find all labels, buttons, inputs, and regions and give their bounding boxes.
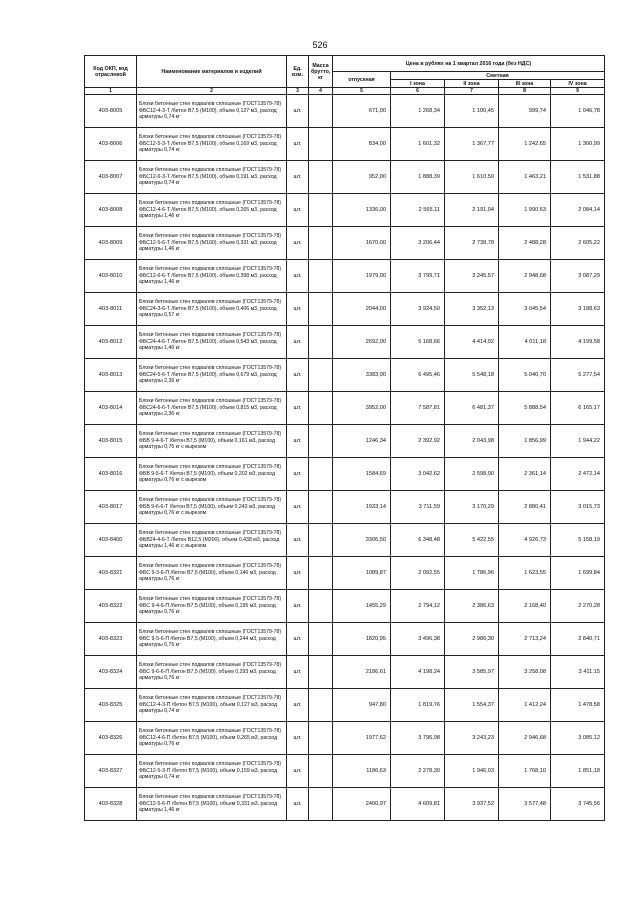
row-unit: шт. — [287, 194, 309, 227]
table-row — [85, 95, 605, 128]
row-code: 403-8012 — [85, 326, 137, 359]
row-release-price: 1584,69 — [333, 458, 391, 491]
row-release-price: 947,80 — [333, 689, 391, 722]
row-mass — [309, 524, 333, 557]
row-name: Блоки бетонные стен подвалов сплошные (ГОСТ13579-78) ФБС24-5-6-Т /бетон В7,5 (М100), объем 0,679 м3, расход арматуры 2,36 кг — [137, 359, 287, 392]
row-zone4-price: 6 165,17 — [551, 392, 605, 425]
row-code: 403-8326 — [85, 722, 137, 755]
row-code: 403-8013 — [85, 359, 137, 392]
row-unit: шт. — [287, 788, 309, 821]
header-unit: Ед. изм. — [287, 56, 309, 88]
table-row — [85, 491, 605, 524]
page-number: 526 — [312, 40, 328, 50]
table-row — [85, 359, 605, 392]
row-mass — [309, 590, 333, 623]
row-zone1-price: 3 799,71 — [391, 260, 445, 293]
row-mass — [309, 425, 333, 458]
row-zone4-price: 3 411,15 — [551, 656, 605, 689]
row-code: 403-8017 — [85, 491, 137, 524]
row-zone2-price: 1 786,96 — [445, 557, 499, 590]
row-zone2-price: 3 585,97 — [445, 656, 499, 689]
row-unit: шт. — [287, 359, 309, 392]
row-zone3-price: 2 948,68 — [499, 260, 551, 293]
row-unit: шт. — [287, 227, 309, 260]
row-code: 403-8400 — [85, 524, 137, 557]
table-row — [85, 260, 605, 293]
column-number: 7 — [445, 88, 499, 95]
row-unit: шт. — [287, 656, 309, 689]
table-row — [85, 788, 605, 821]
table-row — [85, 458, 605, 491]
row-mass — [309, 260, 333, 293]
row-zone2-price: 3 243,23 — [445, 722, 499, 755]
header-zone4: IV зона — [551, 80, 605, 88]
row-zone3-price: 999,74 — [499, 95, 551, 128]
row-zone1-price: 2 392,92 — [391, 425, 445, 458]
row-name: Блоки бетонные стен подвалов сплошные (ГОСТ13579-78) ФБС12-4-3-Т /бетон В7,5 (М100), объем 0,127 м3, расход арматуры 0,74 кг — [137, 95, 287, 128]
row-zone4-price: 1 699,84 — [551, 557, 605, 590]
row-zone3-price: 5 040,70 — [499, 359, 551, 392]
row-name: Блоки бетонные стен подвалов сплошные (ГОСТ13579-78) ФБС 9-4-6-П /бетон В7,5 (М100), объем 0,195 м3, расход арматуры 0,76 кг — [137, 590, 287, 623]
row-zone4-price: 4 199,58 — [551, 326, 605, 359]
row-name: Блоки бетонные стен подвалов сплошные (ГОСТ13579-78) ФБС12-5-3-П /бетон В7,5 (М100), объем 0,159 м3, расход арматуры 0,74 кг — [137, 755, 287, 788]
row-release-price: 1977,62 — [333, 722, 391, 755]
row-mass — [309, 755, 333, 788]
row-zone4-price: 2 084,14 — [551, 194, 605, 227]
row-zone3-price: 3 045,54 — [499, 293, 551, 326]
row-mass — [309, 557, 333, 590]
row-unit: шт. — [287, 260, 309, 293]
row-release-price: 952,00 — [333, 161, 391, 194]
table-body — [85, 95, 605, 821]
row-mass — [309, 656, 333, 689]
row-zone1-price: 3 206,44 — [391, 227, 445, 260]
row-release-price: 2692,00 — [333, 326, 391, 359]
row-zone3-price: 1 623,55 — [499, 557, 551, 590]
table-row — [85, 524, 605, 557]
row-release-price: 2400,97 — [333, 788, 391, 821]
row-zone3-price: 2 713,24 — [499, 623, 551, 656]
column-number: 6 — [391, 88, 445, 95]
row-name: Блоки бетонные стен подвалов сплошные (ГОСТ13579-78) ФБС12-5-6-П /бетон В7,5 (М100), объем 0,331 м3, расход арматуры 1,46 кг — [137, 788, 287, 821]
row-release-price: 1670,00 — [333, 227, 391, 260]
row-zone1-price: 4 609,81 — [391, 788, 445, 821]
row-release-price: 1336,00 — [333, 194, 391, 227]
row-code: 403-8321 — [85, 557, 137, 590]
row-zone4-price: 5 158,19 — [551, 524, 605, 557]
row-zone2-price: 5 548,18 — [445, 359, 499, 392]
row-name: Блоки бетонные стен подвалов сплошные (ГОСТ13579-78) ФБС12-6-3-Т /бетон В7,5 (М100), объем 0,191 м3, расход арматуры 0,74 кг — [137, 161, 287, 194]
row-release-price: 671,00 — [333, 95, 391, 128]
row-mass — [309, 293, 333, 326]
table-row — [85, 590, 605, 623]
column-number: 3 — [287, 88, 309, 95]
row-zone3-price: 1 463,21 — [499, 161, 551, 194]
table-row — [85, 326, 605, 359]
row-unit: шт. — [287, 326, 309, 359]
row-zone3-price: 2 488,28 — [499, 227, 551, 260]
row-zone1-price: 2 092,55 — [391, 557, 445, 590]
row-code: 403-8322 — [85, 590, 137, 623]
row-release-price: 2044,00 — [333, 293, 391, 326]
row-zone3-price: 2 946,68 — [499, 722, 551, 755]
row-code: 403-8009 — [85, 227, 137, 260]
row-zone4-price: 3 087,29 — [551, 260, 605, 293]
row-mass — [309, 95, 333, 128]
row-name: Блоки бетонные стен подвалов сплошные (ГОСТ13579-78) ФБС12-5-6-Т /бетон В7,5 (М100), объем 0,331 м3, расход арматуры 1,46 кг — [137, 227, 287, 260]
row-zone4-price: 3 085,12 — [551, 722, 605, 755]
row-zone2-price: 2 986,30 — [445, 623, 499, 656]
row-zone2-price: 2 598,90 — [445, 458, 499, 491]
row-code: 403-8325 — [85, 689, 137, 722]
row-mass — [309, 689, 333, 722]
column-number: 9 — [551, 88, 605, 95]
row-zone1-price: 5 168,66 — [391, 326, 445, 359]
column-number: 5 — [333, 88, 391, 95]
table-row — [85, 161, 605, 194]
row-code: 403-8006 — [85, 128, 137, 161]
table-row — [85, 392, 605, 425]
row-code: 403-8007 — [85, 161, 137, 194]
row-mass — [309, 392, 333, 425]
table-row — [85, 722, 605, 755]
row-zone3-price: 3 577,48 — [499, 788, 551, 821]
row-zone1-price: 3 496,38 — [391, 623, 445, 656]
column-number: 8 — [499, 88, 551, 95]
row-zone4-price: 2 472,14 — [551, 458, 605, 491]
column-number: 1 — [85, 88, 137, 95]
price-table — [84, 55, 605, 821]
row-code: 403-8328 — [85, 788, 137, 821]
row-zone4-price: 3 188,63 — [551, 293, 605, 326]
row-mass — [309, 227, 333, 260]
row-zone1-price: 3 796,98 — [391, 722, 445, 755]
row-name: Блоки бетонные стен подвалов сплошные (ГОСТ13579-78) ФБС 9-5-6-П /бетон В7,5 (М100), объем 0,244 м3, расход арматуры 0,76 кг — [137, 623, 287, 656]
row-zone2-price: 1 946,03 — [445, 755, 499, 788]
row-zone3-price: 2 880,41 — [499, 491, 551, 524]
row-unit: шт. — [287, 95, 309, 128]
row-release-price: 1186,63 — [333, 755, 391, 788]
row-code: 403-8011 — [85, 293, 137, 326]
row-mass — [309, 458, 333, 491]
row-name: Блоки бетонные стен подвалов сплошные (ГОСТ13579-78) ФБВ 9-5-6-Т /бетон В7,5 (М100), объем 0,202 м3, расход арматуры 0,76 кг с вырезом — [137, 458, 287, 491]
row-release-price: 1246,34 — [333, 425, 391, 458]
table-row — [85, 128, 605, 161]
row-zone3-price: 5 888,54 — [499, 392, 551, 425]
header-name: Наименование материалов и изделий — [137, 56, 287, 88]
column-number: 4 — [309, 88, 333, 95]
row-zone1-price: 1 819,76 — [391, 689, 445, 722]
table-row — [85, 656, 605, 689]
row-mass — [309, 788, 333, 821]
row-unit: шт. — [287, 722, 309, 755]
row-name: Блоки бетонные стен подвалов сплошные (ГОСТ13579-78) ФБВ24-4-6-Т /бетон В12,5 (М200), объем 0,438 м3, расход арматуры 1,46 кг с вырезом — [137, 524, 287, 557]
header-estimated: Сметная — [391, 72, 605, 80]
row-zone4-price: 5 277,54 — [551, 359, 605, 392]
row-zone2-price: 3 245,57 — [445, 260, 499, 293]
row-release-price: 1820,95 — [333, 623, 391, 656]
header-code: Код ОКП, код отраслевой — [85, 56, 137, 88]
row-zone2-price: 2 738,78 — [445, 227, 499, 260]
row-mass — [309, 326, 333, 359]
row-zone4-price: 1 478,58 — [551, 689, 605, 722]
row-unit: шт. — [287, 293, 309, 326]
row-zone3-price: 2 361,14 — [499, 458, 551, 491]
row-mass — [309, 623, 333, 656]
row-name: Блоки бетонные стен подвалов сплошные (ГОСТ13579-78) ФБС24-6-6-Т /бетон В7,5 (М100), объем 0,815 м3, расход арматуры 2,36 кг — [137, 392, 287, 425]
row-zone1-price: 6 348,48 — [391, 524, 445, 557]
row-code: 403-8010 — [85, 260, 137, 293]
table-row — [85, 557, 605, 590]
row-unit: шт. — [287, 425, 309, 458]
row-mass — [309, 194, 333, 227]
table-row — [85, 293, 605, 326]
row-mass — [309, 491, 333, 524]
row-zone1-price: 3 042,62 — [391, 458, 445, 491]
row-code: 403-8016 — [85, 458, 137, 491]
row-zone1-price: 2 565,11 — [391, 194, 445, 227]
row-unit: шт. — [287, 755, 309, 788]
row-zone3-price: 3 258,08 — [499, 656, 551, 689]
row-name: Блоки бетонные стен подвалов сплошные (ГОСТ13579-78) ФБВ 9-6-6-Т /бетон В7,5 (М100), объем 0,243 м3, расход арматуры 0,76 кг с вырезом — [137, 491, 287, 524]
row-release-price: 1979,00 — [333, 260, 391, 293]
row-zone4-price: 3 015,73 — [551, 491, 605, 524]
row-zone1-price: 7 587,81 — [391, 392, 445, 425]
row-zone2-price: 3 170,29 — [445, 491, 499, 524]
row-release-price: 3952,00 — [333, 392, 391, 425]
row-unit: шт. — [287, 590, 309, 623]
row-zone2-price: 1 367,77 — [445, 128, 499, 161]
row-name: Блоки бетонные стен подвалов сплошные (ГОСТ13579-78) ФБС24-3-6-Т /бетон В7,5 (М100), объем 0,406 м3, расход арматуры 0,57 кг — [137, 293, 287, 326]
row-code: 403-8005 — [85, 95, 137, 128]
row-unit: шт. — [287, 458, 309, 491]
row-code: 403-8324 — [85, 656, 137, 689]
row-name: Блоки бетонные стен подвалов сплошные (ГОСТ13579-78) ФБС24-4-6-Т /бетон В7,5 (М100), объем 0,543 м3, расход арматуры 1,46 кг — [137, 326, 287, 359]
row-name: Блоки бетонные стен подвалов сплошные (ГОСТ13579-78) ФБС 9-6-6-П /бетон В7,5 (М100), объем 0,293 м3, расход арматуры 0,76 кг — [137, 656, 287, 689]
row-code: 403-8008 — [85, 194, 137, 227]
row-code: 403-8323 — [85, 623, 137, 656]
row-zone3-price: 1 990,63 — [499, 194, 551, 227]
row-zone2-price: 2 386,63 — [445, 590, 499, 623]
row-release-price: 3383,00 — [333, 359, 391, 392]
row-unit: шт. — [287, 128, 309, 161]
row-zone2-price: 6 481,37 — [445, 392, 499, 425]
row-zone2-price: 1 100,45 — [445, 95, 499, 128]
row-zone2-price: 3 352,13 — [445, 293, 499, 326]
table-row — [85, 227, 605, 260]
table-row — [85, 425, 605, 458]
row-release-price: 2186,61 — [333, 656, 391, 689]
header-price-group: Цена в рублях на 1 квартал 2016 года (без НДС) — [333, 56, 605, 72]
row-release-price: 834,00 — [333, 128, 391, 161]
row-code: 403-8015 — [85, 425, 137, 458]
row-unit: шт. — [287, 623, 309, 656]
row-mass — [309, 128, 333, 161]
row-code: 403-8327 — [85, 755, 137, 788]
row-name: Блоки бетонные стен подвалов сплошные (ГОСТ13579-78) ФБС12-4-3-П /бетон В7,5 (М100), объем 0,127 м3, расход арматуры 0,74 кг — [137, 689, 287, 722]
row-name: Блоки бетонные стен подвалов сплошные (ГОСТ13579-78) ФБС12-6-6-Т /бетон В7,5 (М100), объем 0,398 м3, расход арматуры 1,46 кг — [137, 260, 287, 293]
row-zone4-price: 1 944,22 — [551, 425, 605, 458]
row-name: Блоки бетонные стен подвалов сплошные (ГОСТ13579-78) ФБС12-4-6-П /бетон В7,5 (М100), объем 0,265 м3, расход арматуры 0,76 кг — [137, 722, 287, 755]
row-zone4-price: 1 046,78 — [551, 95, 605, 128]
row-zone1-price: 2 278,30 — [391, 755, 445, 788]
header-zone3: III зона — [499, 80, 551, 88]
row-zone3-price: 1 768,10 — [499, 755, 551, 788]
table-row — [85, 689, 605, 722]
row-zone3-price: 1 412,24 — [499, 689, 551, 722]
row-unit: шт. — [287, 689, 309, 722]
row-mass — [309, 359, 333, 392]
table-row — [85, 623, 605, 656]
row-unit: шт. — [287, 557, 309, 590]
row-mass — [309, 161, 333, 194]
row-zone1-price: 6 495,46 — [391, 359, 445, 392]
row-zone1-price: 2 794,12 — [391, 590, 445, 623]
row-zone2-price: 3 937,52 — [445, 788, 499, 821]
row-release-price: 1089,87 — [333, 557, 391, 590]
row-release-price: 1455,29 — [333, 590, 391, 623]
header-mass: Масса брутто, кг — [309, 56, 333, 88]
row-zone1-price: 1 888,39 — [391, 161, 445, 194]
header-zone2: II зона — [445, 80, 499, 88]
row-zone2-price: 5 422,55 — [445, 524, 499, 557]
row-zone4-price: 1 300,99 — [551, 128, 605, 161]
row-zone2-price: 1 554,37 — [445, 689, 499, 722]
row-zone3-price: 4 926,73 — [499, 524, 551, 557]
header-zone1: I зона — [391, 80, 445, 88]
column-numbers-row — [85, 88, 605, 95]
row-zone2-price: 2 191,04 — [445, 194, 499, 227]
row-unit: шт. — [287, 491, 309, 524]
row-zone4-price: 3 745,56 — [551, 788, 605, 821]
row-zone3-price: 1 856,99 — [499, 425, 551, 458]
row-zone3-price: 4 011,18 — [499, 326, 551, 359]
row-release-price: 3306,50 — [333, 524, 391, 557]
row-zone1-price: 3 711,59 — [391, 491, 445, 524]
row-name: Блоки бетонные стен подвалов сплошные (ГОСТ13579-78) ФБС12-5-3-Т /бетон В7,5 (М100), объем 0,169 м3, расход арматуры 0,74 кг — [137, 128, 287, 161]
row-zone1-price: 4 198,24 — [391, 656, 445, 689]
row-zone1-price: 3 924,50 — [391, 293, 445, 326]
table-row — [85, 755, 605, 788]
table-row — [85, 194, 605, 227]
row-release-price: 1933,14 — [333, 491, 391, 524]
row-zone4-price: 1 531,88 — [551, 161, 605, 194]
row-zone4-price: 1 851,18 — [551, 755, 605, 788]
row-zone3-price: 1 242,65 — [499, 128, 551, 161]
row-name: Блоки бетонные стен подвалов сплошные (ГОСТ13579-78) ФБС12-4-6-Т /бетон В7,5 (М100), объем 0,265 м3, расход арматуры 1,46 кг — [137, 194, 287, 227]
row-zone3-price: 2 168,40 — [499, 590, 551, 623]
row-unit: шт. — [287, 392, 309, 425]
row-zone4-price: 2 270,28 — [551, 590, 605, 623]
row-name: Блоки бетонные стен подвалов сплошные (ГОСТ13579-78) ФБС 9-3-6-П /бетон В7,5 (М100), объем 0,146 м3, расход арматуры 0,76 кг — [137, 557, 287, 590]
row-zone2-price: 2 043,98 — [445, 425, 499, 458]
row-zone2-price: 4 414,92 — [445, 326, 499, 359]
row-name: Блоки бетонные стен подвалов сплошные (ГОСТ13579-78) ФБВ 9-4-6-Т /бетон В7,5 (М100), объем 0,161 м3, расход арматуры 0,76 кг с вырезом — [137, 425, 287, 458]
header-release: отпускная — [333, 72, 391, 88]
row-zone1-price: 1 268,34 — [391, 95, 445, 128]
table-header — [85, 56, 605, 95]
row-unit: шт. — [287, 524, 309, 557]
row-zone1-price: 1 601,32 — [391, 128, 445, 161]
row-unit: шт. — [287, 161, 309, 194]
row-zone2-price: 1 610,50 — [445, 161, 499, 194]
row-zone4-price: 2 840,71 — [551, 623, 605, 656]
row-code: 403-8014 — [85, 392, 137, 425]
row-zone4-price: 2 605,22 — [551, 227, 605, 260]
row-mass — [309, 722, 333, 755]
column-number: 2 — [137, 88, 287, 95]
